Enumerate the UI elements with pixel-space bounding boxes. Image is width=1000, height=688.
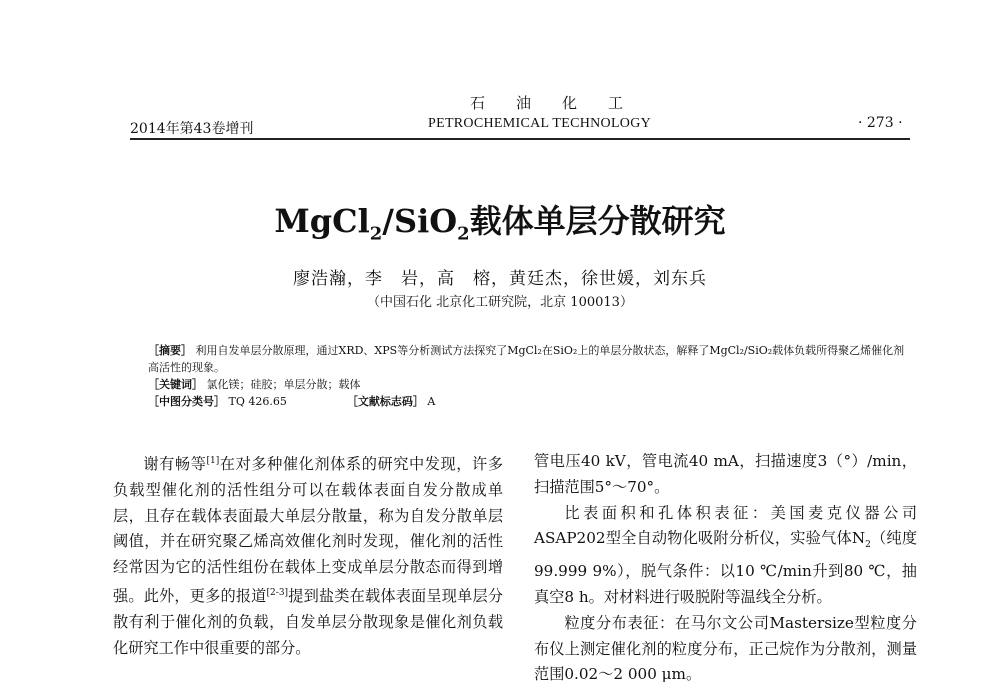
journal-char: 石	[470, 94, 486, 112]
body-right-column	[534, 449, 917, 688]
paragraph: 管电压40 kV，管电流40 mA，扫描速度3（°）/min，扫描范围5°～70°。	[534, 452, 917, 496]
journal-char: 油	[516, 94, 532, 112]
doc-code-label: ［文献标志码］	[346, 395, 424, 408]
journal-name-chinese	[470, 92, 654, 113]
affiliation: （中国石化 北京化工研究院，北京 100013）	[367, 295, 633, 310]
paragraph: 比表面积和孔体积表征：美国麦克仪器公司ASAP202型全自动物化吸附分析仪，实验气体$N_2$（纯度99.999 9%），脱气条件：以10 ℃/min升到80 ℃，抽真空8 h。对材料进行吸脱附等温线全分析。	[534, 503, 918, 607]
keywords	[148, 376, 908, 393]
abstract-label: ［摘要］	[148, 344, 192, 357]
paragraph: 粒度分布表征：在马尔文公司Mastersize型粒度分布仪上测定催化剂的粒度分布，正己烷作为分散剂，测量范围0.02～2 000 μm。	[534, 613, 917, 684]
article-title: MgCl$_2$/SiO$_2$载体单层分散研究	[274, 202, 726, 245]
abstract-block	[148, 342, 908, 410]
body-left-column	[113, 449, 503, 662]
issue-info: 2014年第43卷增刊	[130, 121, 254, 137]
keywords-label: ［关键词］	[148, 378, 203, 391]
abstract	[148, 342, 908, 376]
paragraph: 谢有畅等[1]在对多种催化剂体系的研究中发现，许多负载型催化剂的活性组分可以在载体表面自发分散成单层，且存在载体表面最大单层分散量，称为自发分散单层阈值，并在研究聚乙烯高效催化剂时发现，催化剂的活性经常因为它的活性组份在载体上变成单层分散态而得到增强。此外，更多的报道[2-3]提到盐类在载体表面呈现单层分散有利于催化剂的负载，自发单层分散现象是催化剂负载化研究工作中很重要的部分。	[113, 455, 504, 657]
header-rule	[130, 138, 910, 140]
author-list: 廖浩瀚，李 岩，高 榕，黄廷杰，徐世媛，刘东兵	[293, 269, 707, 289]
citation: [1]	[206, 456, 220, 466]
clc-label: ［中图分类号］	[148, 395, 225, 408]
journal-char: 工	[608, 94, 624, 112]
doc-code-value: A	[427, 395, 436, 408]
journal-name-english: PETROCHEMICAL TECHNOLOGY	[428, 116, 652, 131]
citation: [2-3]	[266, 588, 289, 599]
clc-value: TQ 426.65	[228, 395, 287, 408]
abstract-text: 利用自发单层分散原理，通过XRD、XPS等分析测试方法探究了MgCl₂在SiO₂上的单层分散状态，解释了MgCl₂/SiO₂载体负载所得聚乙烯催化剂高活性的现象。	[148, 344, 905, 374]
keywords-text: 氯化镁；硅胶；单层分散；载体	[206, 378, 361, 391]
classification	[148, 393, 908, 410]
page-number: · 273 ·	[858, 115, 903, 131]
journal-char: 化	[562, 94, 578, 112]
